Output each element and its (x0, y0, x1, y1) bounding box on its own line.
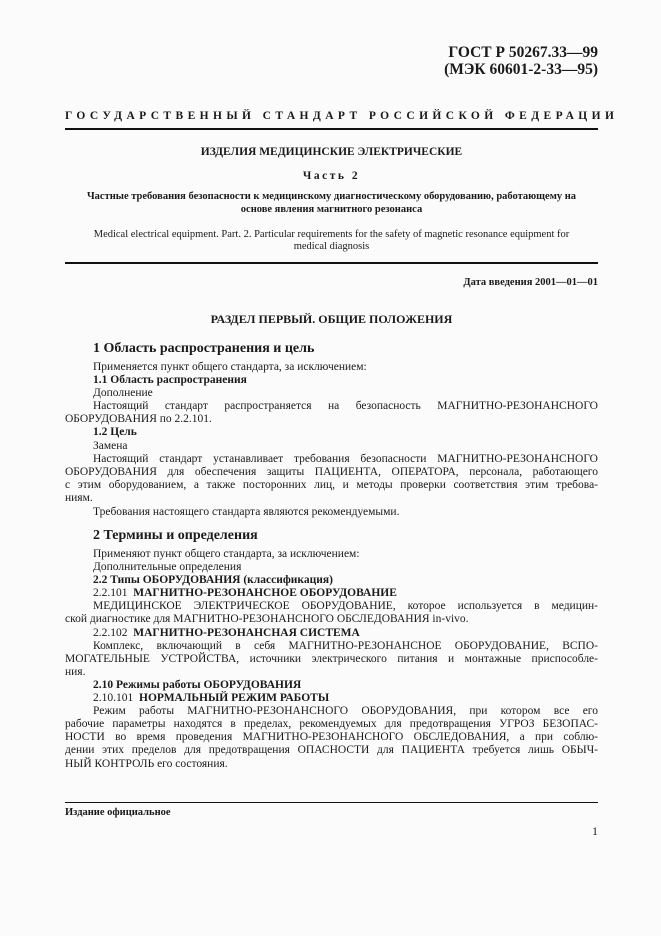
introduction-date: Дата введения 2001—01—01 (463, 277, 598, 288)
section-heading: РАЗДЕЛ ПЕРВЫЙ. ОБЩИЕ ПОЛОЖЕНИЯ (210, 312, 453, 326)
text-line: Настоящий стандарт распространяется на безопасность МАГНИТНО-РЕЗОНАНСНОГО (93, 400, 598, 413)
text-line: Замена (93, 439, 128, 452)
page-number: 1 (592, 824, 598, 838)
text-line: с этим оборудованием, а также посторонних лиц, и методы проверки соответствия этим требова- (65, 478, 598, 491)
subclause-heading: 2.2 Типы ОБОРУДОВАНИЯ (классификация) (93, 574, 333, 587)
text-line: НОСТИ во время проведения МАГНИТНО-РЕЗОНАНСНОГО ОБСЛЕДОВАНИЯ, а при соблю- (65, 731, 598, 744)
document-title: ИЗДЕЛИЯ МЕДИЦИНСКИЕ ЭЛЕКТРИЧЕСКИЕ (200, 146, 463, 158)
standard-code: ГОСТ Р 50267.33—99 (448, 44, 598, 61)
text-line: ОБОРУДОВАНИЯ для обеспечения защиты ПАЦИЕНТА, ОПЕРАТОРА, персонала, работающего (65, 465, 598, 478)
text-line: Применяется пункт общего стандарта, за исключением: (93, 361, 367, 373)
title-rule (65, 262, 598, 264)
text-line: Настоящий стандарт устанавливает требования безопасности МАГНИТНО-РЕЗОНАНСНОГО (93, 452, 598, 465)
iec-code: (МЭК 60601-2-33—95) (444, 61, 598, 78)
definition-heading: 2.2.102 МАГНИТНО-РЕЗОНАНСНАЯ СИСТЕМА (93, 626, 360, 639)
text-line: МЕДИЦИНСКОЕ ЭЛЕКТРИЧЕСКОЕ ОБОРУДОВАНИЕ, которое используется в медицин- (93, 600, 598, 613)
clause-1-body (65, 361, 598, 519)
clause-2-body (65, 548, 598, 771)
english-title-line-1: Medical electrical equipment. Part. 2. Particular requirements for the safety of magnetic resonance equipment for (93, 229, 570, 240)
footer-rule (65, 802, 598, 803)
text-line: Режим работы МАГНИТНО-РЕЗОНАНСНОГО ОБОРУДОВАНИЯ, при котором все его (93, 705, 598, 718)
text-line: Применяют пункт общего стандарта, за исключением: (93, 548, 360, 560)
subclause-heading: 1.2 Цель (93, 426, 137, 439)
text-line: НЫЙ КОНТРОЛЬ его состояния. (65, 757, 228, 770)
definition-heading: 2.10.101 НОРМАЛЬНЫЙ РЕЖИМ РАБОТЫ (93, 692, 330, 705)
text-line: ской диагностике для МАГНИТНО-РЕЗОНАНСНОГО ОБСЛЕДОВАНИЯ in-vivo. (65, 613, 469, 626)
subclause-heading: 1.1 Область распространения (93, 374, 247, 387)
english-title-line-2: medical diagnosis (293, 241, 370, 252)
official-edition-label: Издание официальное (65, 807, 171, 818)
state-standard-title: ГОСУДАРСТВЕННЫЙ СТАНДАРТ РОССИЙСКОЙ ФЕДЕРАЦИИ (65, 110, 619, 122)
text-line: МОГАТЕЛЬНЫЕ УСТРОЙСТВА, источники электрического питания и монтажные приспособле- (65, 652, 598, 665)
subclause-heading: 2.10 Режимы работы ОБОРУДОВАНИЯ (93, 678, 302, 691)
clause-1-heading: 1 Область распространения и цель (93, 341, 315, 356)
text-line: Требования настоящего стандарта являются рекомендуемыми. (93, 506, 400, 519)
subtitle-line-1: Частные требования безопасности к медицинскому диагностическому оборудованию, работающему на (86, 191, 577, 202)
text-line: ния. (65, 665, 86, 678)
definition-heading: 2.2.101 МАГНИТНО-РЕЗОНАНСНОЕ ОБОРУДОВАНИЕ (93, 587, 397, 600)
text-line: Дополнение (93, 387, 153, 400)
text-line: ОБОРУДОВАНИЯ по 2.2.101. (65, 413, 212, 426)
clause-2-heading: 2 Термины и определения (93, 528, 258, 543)
text-line: дении этих пределов для предотвращения ОПАСНОСТИ для ПАЦИЕНТА требуется лишь ОБЫЧ- (65, 744, 598, 757)
header-rule (65, 128, 598, 130)
subtitle-line-2: основе явления магнитного резонанса (240, 204, 423, 215)
text-line: ниям. (65, 491, 93, 504)
text-line: Комплекс, включающий в себя МАГНИТНО-РЕЗОНАНСНОЕ ОБОРУДОВАНИЕ, ВСПО- (93, 639, 598, 652)
text-line: Дополнительные определения (93, 561, 242, 574)
part-label: Часть 2 (302, 170, 361, 182)
text-line: рабочие параметры находятся в пределах, рекомендуемых для предотвращения УГРОЗ БЕЗОПАС- (65, 718, 598, 731)
